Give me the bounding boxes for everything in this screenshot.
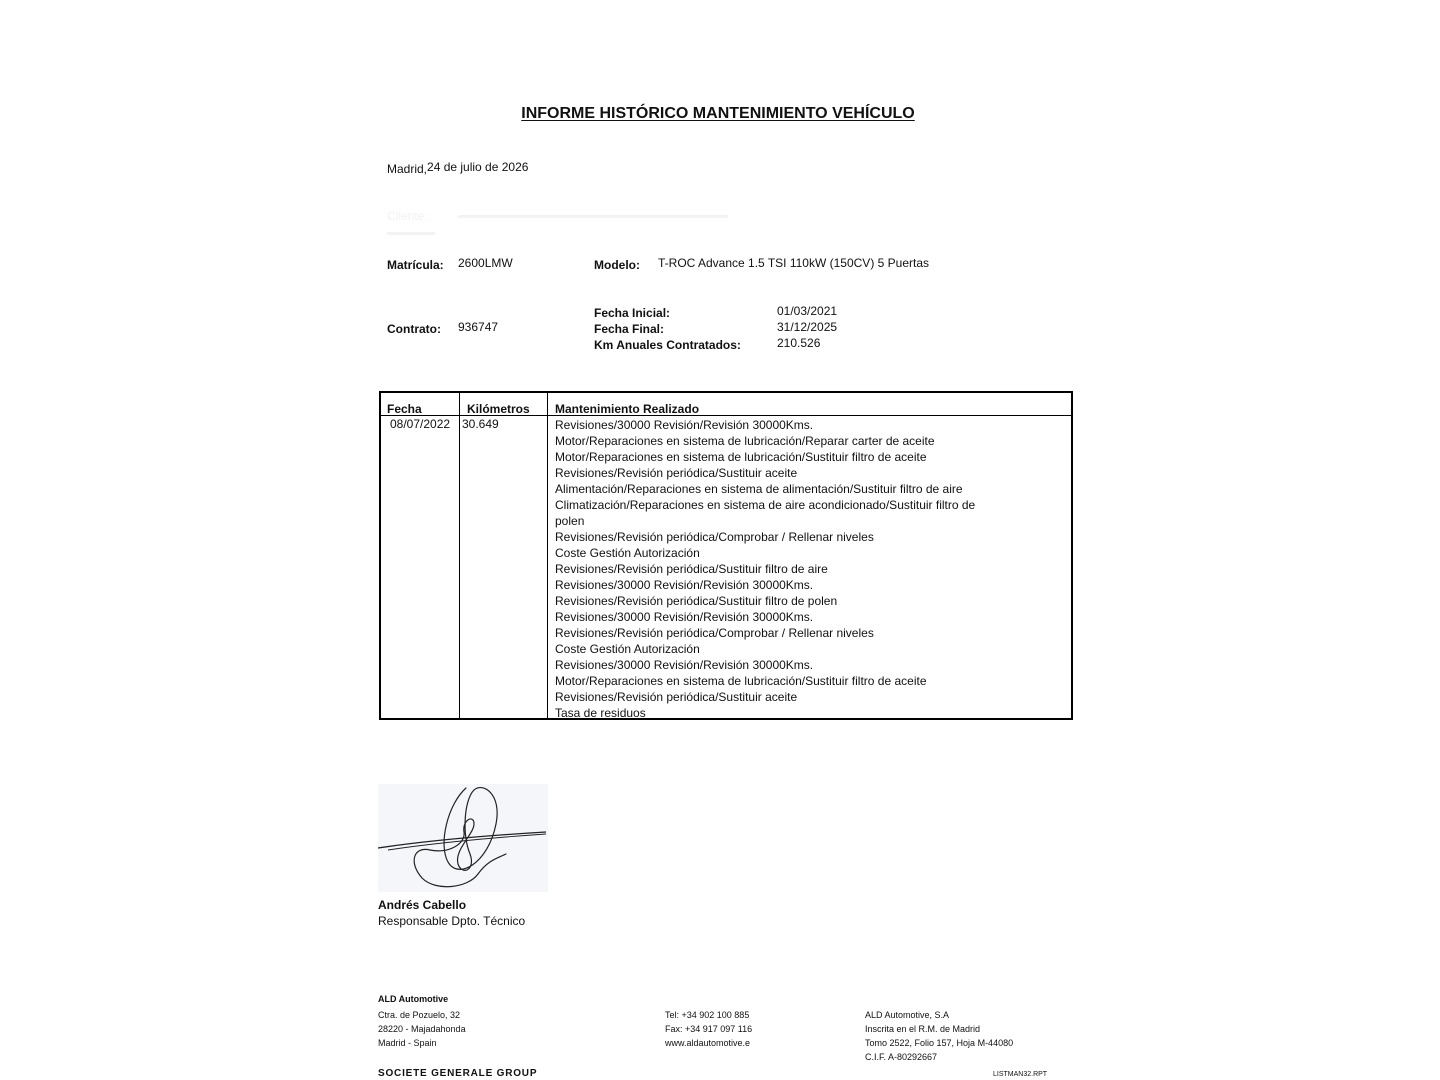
- address-line: Madrid - Spain: [378, 1038, 437, 1048]
- registry-line: ALD Automotive, S.A: [865, 1010, 950, 1020]
- place-date: [387, 160, 528, 174]
- task-item: Climatización/Reparaciones en sistema de aire acondicionado/Sustituir filtro de polen: [555, 498, 976, 528]
- header-km: Kilómetros: [467, 402, 530, 416]
- contract-value: 936747: [458, 320, 499, 334]
- table-header: [381, 393, 1071, 416]
- task-item: Motor/Reparaciones en sistema de lubricación/Reparar carter de aceite: [555, 434, 935, 448]
- task-item: Tasa de residuos: [555, 706, 646, 720]
- footer-contact: [665, 1008, 752, 1050]
- task-item: Revisiones/30000 Revisión/Revisión 30000Kms.: [555, 578, 814, 592]
- task-item: Coste Gestión Autorización: [555, 546, 700, 560]
- task-item: Revisiones/Revisión periódica/Comprobar / Rellenar niveles: [555, 626, 874, 640]
- phone-line: Tel: +34 902 100 885: [665, 1010, 750, 1020]
- header-maintenance: Mantenimiento Realizado: [555, 402, 700, 416]
- contract-label: Contrato:: [387, 322, 441, 336]
- footer-address: [378, 1008, 466, 1050]
- task-item: Revisiones/Revisión periódica/Sustituir aceite: [555, 690, 798, 704]
- footer-registry: [865, 1008, 1013, 1064]
- task-item: Revisiones/30000 Revisión/Revisión 30000Kms.: [555, 658, 814, 672]
- model-label: Modelo:: [594, 258, 640, 272]
- address-line: Ctra. de Pozuelo, 32: [378, 1010, 461, 1020]
- task-item: Revisiones/Revisión periódica/Sustituir aceite: [555, 466, 798, 480]
- group-name: SOCIETE GENERALE GROUP: [378, 1068, 538, 1079]
- address-line: 28220 - Majadahonda: [378, 1024, 466, 1034]
- signatory-name: Andrés Cabello: [378, 898, 467, 912]
- signature-icon: [378, 784, 548, 892]
- task-item: Coste Gestión Autorización: [555, 642, 700, 656]
- registry-line: Inscrita en el R.M. de Madrid: [865, 1024, 981, 1034]
- task-item: Motor/Reparaciones en sistema de lubricación/Sustituir filtro de aceite: [555, 674, 927, 688]
- row-km: 30.649: [462, 417, 499, 431]
- faded-client-label: Cliente:: [387, 209, 428, 223]
- document-title: INFORME HISTÓRICO MANTENIMIENTO VEHÍCULO: [521, 105, 915, 122]
- annual-km-label: Km Anuales Contratados:: [594, 338, 741, 352]
- registry-line: C.I.F. A-80292667: [865, 1052, 938, 1062]
- task-item: Revisiones/Revisión periódica/Sustituir filtro de aire: [555, 562, 828, 576]
- fax-line: Fax: +34 917 097 116: [665, 1024, 753, 1034]
- model-value: T-ROC Advance 1.5 TSI 110kW (150CV) 5 Puertas: [658, 256, 930, 270]
- task-item: Revisiones/30000 Revisión/Revisión 30000Kms.: [555, 610, 814, 624]
- report-date: 24 de julio de 2026: [427, 160, 529, 174]
- start-date-value: 01/03/2021: [777, 304, 838, 318]
- end-date-label: Fecha Final:: [594, 322, 665, 336]
- header-date: Fecha: [387, 402, 422, 416]
- registry-line: Tomo 2522, Folio 157, Hoja M-44080: [865, 1038, 1014, 1048]
- row-date: 08/07/2022: [390, 417, 451, 431]
- start-date-label: Fecha Inicial:: [594, 306, 671, 320]
- maintenance-table: [379, 391, 1073, 720]
- place: Madrid,: [387, 162, 428, 176]
- annual-km-value: 210.526: [777, 336, 821, 350]
- faded-second-line: [387, 232, 435, 235]
- task-list: [555, 417, 985, 721]
- column-divider: [459, 393, 460, 718]
- task-item: Motor/Reparaciones en sistema de lubricación/Sustituir filtro de aceite: [555, 450, 927, 464]
- website-line: www.aldautomotive.e: [665, 1038, 751, 1048]
- task-item: Revisiones/30000 Revisión/Revisión 30000Kms.: [555, 418, 814, 432]
- task-item: Revisiones/Revisión periódica/Sustituir filtro de polen: [555, 594, 838, 608]
- signatory-role: Responsable Dpto. Técnico: [378, 914, 526, 928]
- end-date-value: 31/12/2025: [777, 320, 838, 334]
- plate-label: Matrícula:: [387, 258, 444, 272]
- column-divider: [547, 393, 548, 718]
- footer-company: ALD Automotive: [378, 994, 449, 1004]
- task-item: Revisiones/Revisión periódica/Comprobar / Rellenar niveles: [555, 530, 874, 544]
- faded-client-value: [458, 215, 728, 218]
- report-reference: LISTMAN32.RPT: [993, 1071, 1048, 1078]
- plate-value: 2600LMW: [458, 256, 513, 270]
- signature-image: [378, 784, 548, 892]
- task-item: Alimentación/Reparaciones en sistema de alimentación/Sustituir filtro de aire: [555, 482, 963, 496]
